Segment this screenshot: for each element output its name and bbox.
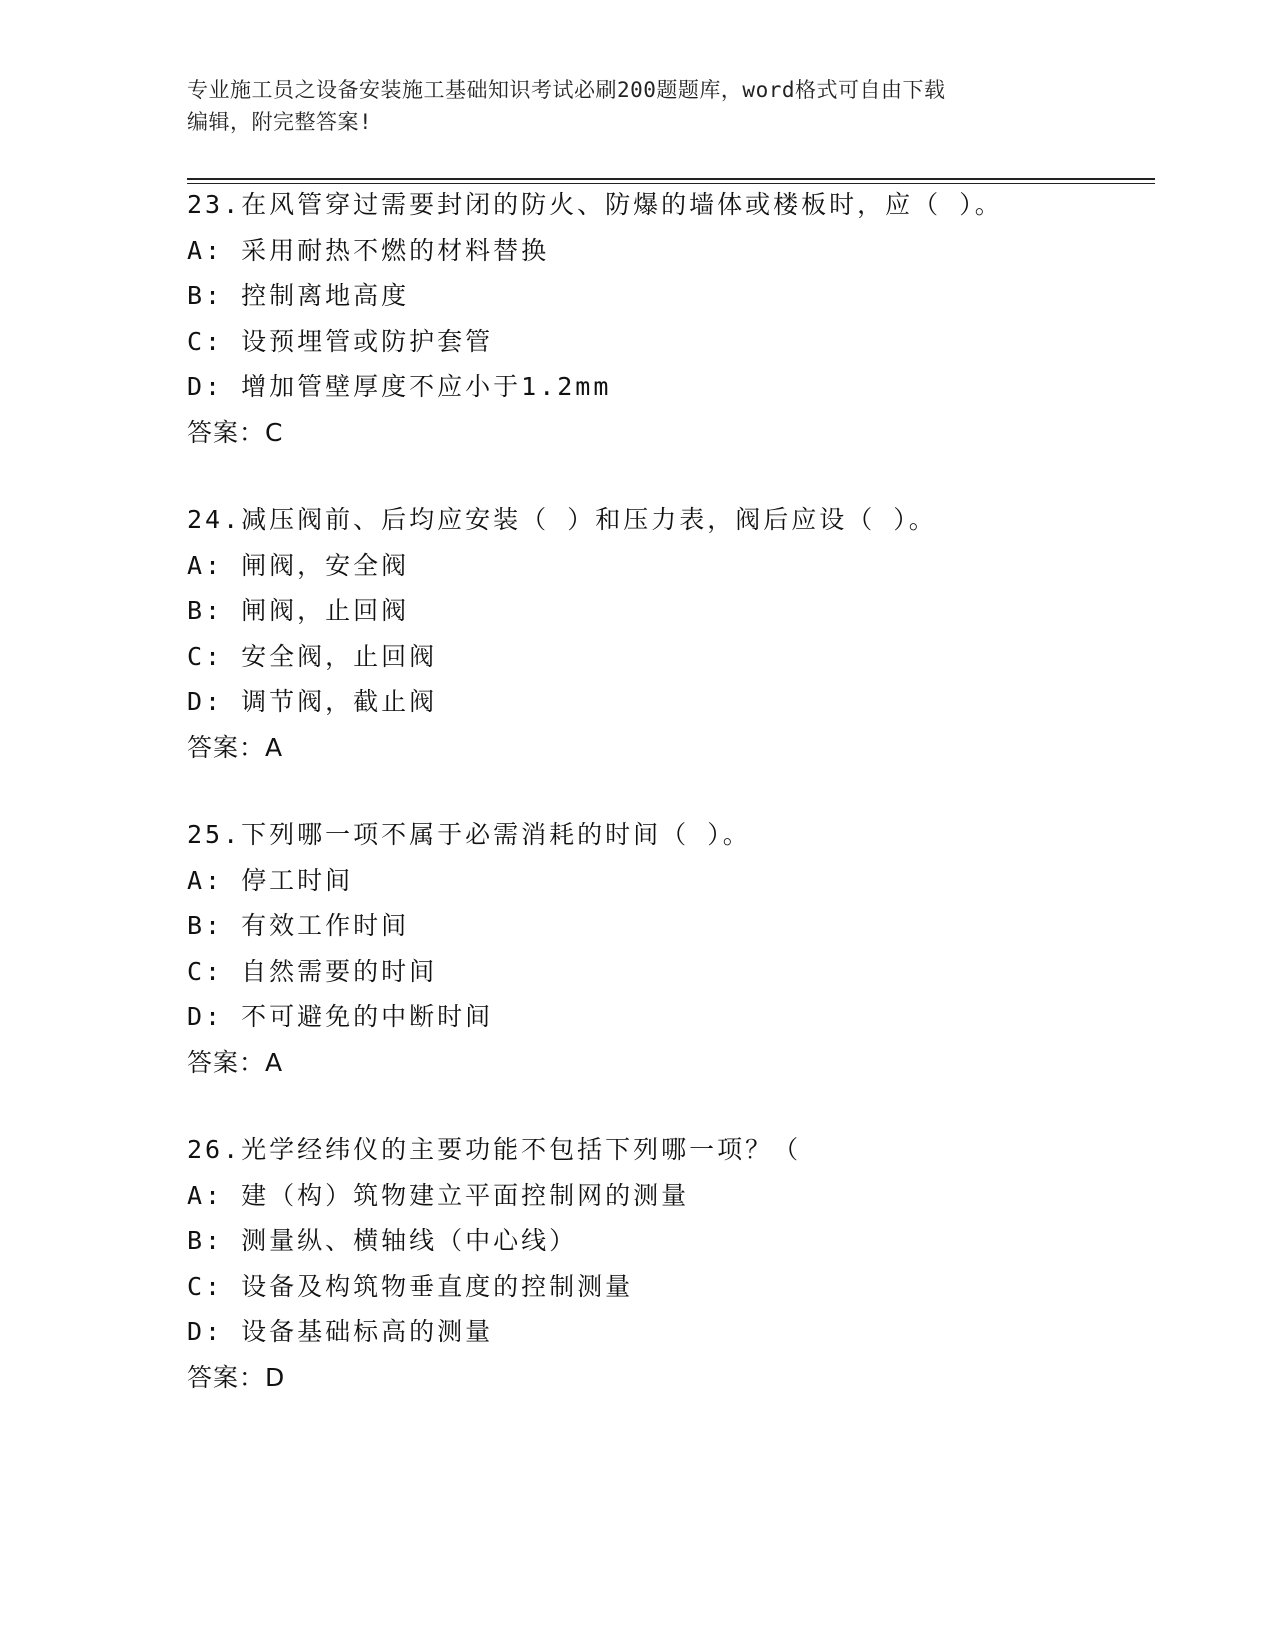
option-d: D: 增加管壁厚度不应小于1.2mm [187,372,612,401]
question-stem: 26.光学经纬仪的主要功能不包括下列哪一项？（ [187,1135,802,1164]
option-c: C: 安全阀，止回阀 [187,641,438,671]
option-b: B: 闸阀，止回阀 [187,596,410,625]
answer-label: 答案：A [187,732,284,762]
option-a: A: 采用耐热不燃的材料替换 [187,235,550,265]
option-d: D: 调节阀，截止阀 [187,687,438,716]
question-stem: 24.减压阀前、后均应安装（ ）和压力表，阀后应设（ ）。 [187,505,937,534]
option-b: B: 测量纵、横轴线（中心线） [187,1226,578,1255]
question-24 [187,497,1147,770]
question-stem: 23.在风管穿过需要封闭的防火、防爆的墙体或楼板时，应（ ）。 [187,190,1003,219]
option-a: A: 建（构）筑物建立平面控制网的测量 [187,1180,690,1210]
option-c: C: 设预埋管或防护套管 [187,326,494,356]
option-a: A: 停工时间 [187,865,354,895]
question-23 [187,182,1147,455]
answer-label: 答案：C [187,417,284,447]
header-line-2: 编辑，附完整答案! [187,110,373,134]
option-a: A: 闸阀，安全阀 [187,550,410,580]
question-26 [187,1127,1147,1400]
document-header [187,74,1087,138]
option-c: C: 自然需要的时间 [187,956,438,986]
question-25 [187,812,1147,1085]
option-d: D: 设备基础标高的测量 [187,1317,494,1346]
option-c: C: 设备及构筑物垂直度的控制测量 [187,1271,634,1301]
option-b: B: 控制离地高度 [187,281,410,310]
option-b: B: 有效工作时间 [187,911,410,940]
answer-label: 答案：D [187,1362,286,1392]
question-stem: 25.下列哪一项不属于必需消耗的时间（ ）。 [187,820,751,849]
header-line-1: 专业施工员之设备安装施工基础知识考试必刷200题题库，word格式可自由下载 [187,78,946,102]
header-divider-thick [187,178,1155,180]
option-d: D: 不可避免的中断时间 [187,1002,494,1031]
answer-label: 答案：A [187,1047,284,1077]
